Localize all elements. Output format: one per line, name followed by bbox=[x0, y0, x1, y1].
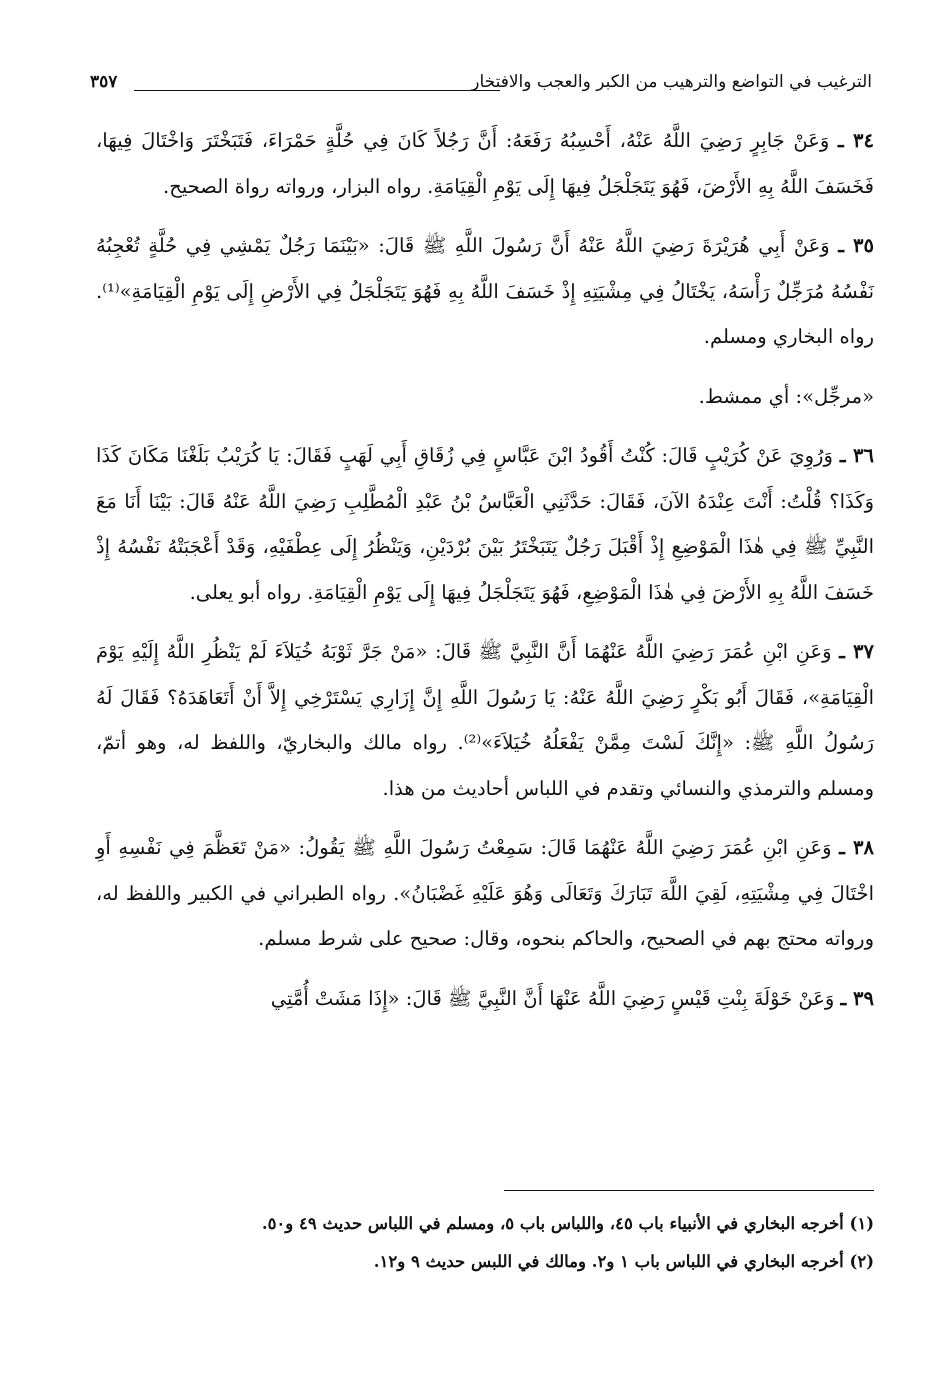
footnote-1 bbox=[96, 1207, 874, 1241]
page-number: ٣٥٧ bbox=[90, 72, 118, 92]
hadith-text: وَعَنِ ابْنِ عُمَرَ رَضِيَ اللَّهُ عَنْهُمَا أَنَّ النَّبِيَّ ﷺ قَالَ: «مَنْ جَرَّ ثَوْبَهُ خُيَلاَءَ لَمْ يَنْظُرِ اللَّهُ إِلَيْهِ يَوْمَ الْقِيَامَةِ»، فَقَالَ أَبُو بَكْرٍ رَضِيَ اللَّهُ عَنْهُ: يَا رَسُولَ اللَّهِ إِنَّ إِزَارِي يَسْتَرْخِي إِلاَّ أَنْ أَتَعَاهَدَهُ؟ فَقَالَ لَهُ رَسُولُ اللَّهِ ﷺ: «إِنَّكَ لَسْتَ مِمَّنْ يَفْعَلُهُ خُيَلاَءَ»⁽²⁾. رواه مالك والبخاريّ، واللفظ له، وهو أتمّ، ومسلم والترمذي والنسائي وتقدم في اللباس أحاديث من هذا. bbox=[96, 640, 874, 800]
hadith-34 bbox=[96, 118, 874, 209]
hadith-text: وَعَنْ خَوْلَةَ بِنْتِ قَيْسٍ رَضِيَ اللَّهُ عَنْهَا أَنَّ النَّبِيَّ ﷺ قَالَ: «إِذَا مَشَتْ أُمَّتِي bbox=[270, 986, 835, 1010]
header-rule bbox=[134, 90, 500, 91]
hadith-35 bbox=[96, 223, 874, 360]
footnotes bbox=[96, 1190, 874, 1283]
hadith-39 bbox=[96, 976, 874, 1022]
hadith-37 bbox=[96, 629, 874, 811]
word-gloss bbox=[96, 374, 874, 420]
chapter-title: الترغيب في التواضع والترهيب من الكبر والعجب والافتخار bbox=[471, 72, 872, 92]
hadith-body bbox=[96, 118, 874, 1035]
hadith-38 bbox=[96, 825, 874, 962]
hadith-number: ٣٥ ـ bbox=[838, 234, 874, 257]
footnote-marker: (٢) bbox=[849, 1252, 874, 1271]
footnote-2 bbox=[96, 1245, 874, 1279]
hadith-number: ٣٧ ـ bbox=[839, 640, 874, 663]
hadith-text: وَعَنْ جَابِرٍ رَضِيَ اللَّهُ عَنْهُ، أَحْسِبُهُ رَفَعَهُ: أَنَّ رَجُلاً كَانَ فِي حُلَّةٍ حَمْرَاءَ، فَتَبَخْتَرَ وَاخْتَالَ فِيهَا، فَخَسَفَ اللَّهُ بِهِ الأَرْضَ، فَهُوَ يَتَجَلْجَلُ فِيهَا إِلَى يَوْمِ الْقِيَامَةِ. رواه البزار، ورواته رواة الصحيح. bbox=[96, 129, 874, 198]
footnote-text: أخرجه البخاري في اللباس باب ١ و٢. ومالك في اللبس حديث ٩ و١٢. bbox=[373, 1252, 844, 1271]
footnote-rule bbox=[504, 1190, 874, 1191]
gloss-text: «مرجِّل»: أي ممشط. bbox=[698, 384, 874, 408]
hadith-text: وَعَنِ ابْنِ عُمَرَ رَضِيَ اللَّهُ عَنْهُمَا قَالَ: سَمِعْتُ رَسُولَ اللَّهِ ﷺ يَقُولُ: «مَنْ تَعَظَّمَ فِي نَفْسِهِ أَوِ اخْتَالَ فِي مِشْيَتِهِ، لَقِيَ اللَّهَ تَبَارَكَ وَتَعَالَى وَهُوَ عَلَيْهِ غَضْبَانُ». رواه الطبراني في الكبير واللفظ له، ورواته محتج بهم في الصحيح، والحاكم بنحوه، وقال: صحيح على شرط مسلم. bbox=[96, 836, 874, 950]
hadith-number: ٣٨ ـ bbox=[839, 836, 874, 859]
footnote-marker: (١) bbox=[849, 1214, 874, 1233]
hadith-36 bbox=[96, 433, 874, 615]
hadith-number: ٣٦ ـ bbox=[839, 444, 874, 467]
footnote-text: أخرجه البخاري في الأنبياء باب ٤٥، واللباس باب ٥، ومسلم في اللباس حديث ٤٩ و٥٠. bbox=[261, 1214, 844, 1233]
hadith-text: وَعَنْ أَبِي هُرَيْرَةَ رَضِيَ اللَّهُ عَنْهُ أَنَّ رَسُولَ اللَّهِ ﷺ قَالَ: «بَيْنَمَا رَجُلٌ يَمْشِي فِي حُلَّةٍ تُعْجِبُهُ نَفْسُهُ مُرَجِّلٌ رَأْسَهُ، يَخْتَالُ فِي مِشْيَتِهِ إِذْ خَسَفَ اللَّهُ بِهِ فَهُوَ يَتَجَلْجَلُ فِي الأَرْضِ إِلَى يَوْمِ الْقِيَامَةِ»⁽¹⁾. رواه البخاري ومسلم. bbox=[96, 234, 874, 348]
hadith-number: ٣٤ ـ bbox=[838, 129, 874, 152]
hadith-number: ٣٩ ـ bbox=[840, 986, 874, 1010]
hadith-text: وَرُوِيَ عَنْ كُرَيْبٍ قَالَ: كُنْتُ أَقُودُ ابْنَ عَبَّاسٍ فِي زُقَاقِ أَبِي لَهَبٍ فَقَالَ: يَا كُرَيْبُ بَلَغْنَا مَكَانَ كَذَا وَكَذَا؟ قُلْتُ: أَنْتَ عِنْدَهُ الآنَ، فَقَالَ: حَدَّثَنِي الْعَبَّاسُ بْنُ عَبْدِ الْمُطَّلِبِ رَضِيَ اللَّهُ عَنْهُ قَالَ: بَيْنَا أَنَا مَعَ النَّبِيِّ ﷺ فِي هٰذَا الْمَوْضِعِ إِذْ أَقْبَلَ رَجُلٌ يَتَبَخْتَرُ بَيْنَ بُرْدَيْنِ، وَيَنْظُرُ إِلَى عِطْفَيْهِ، وَقَدْ أَعْجَبَتْهُ نَفْسُهُ إِذْ خَسَفَ اللَّهُ بِهِ الأَرْضَ فِي هٰذَا الْمَوْضِعِ، فَهُوَ يَتَجَلْجَلُ فِيهَا إِلَى يَوْمِ الْقِيَامَةِ. رواه أبو يعلى. bbox=[96, 444, 874, 604]
running-header bbox=[90, 66, 872, 106]
